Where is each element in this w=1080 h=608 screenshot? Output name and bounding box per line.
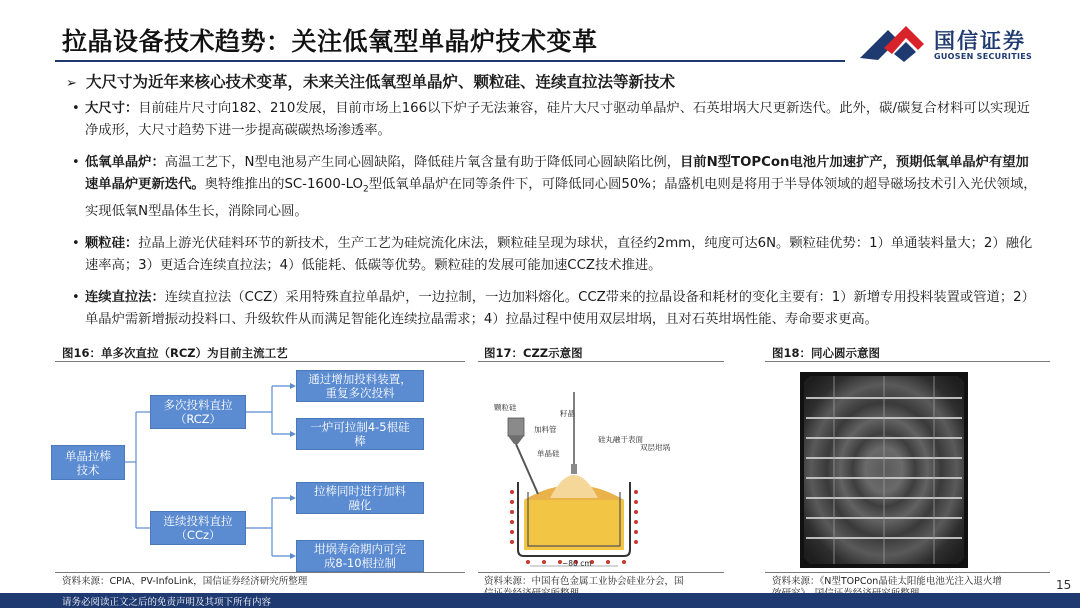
bullet-text: 型低氧单晶炉在同等条件下，可降低同心圆50%；晶盛机电则是将用于半导体领域的超导磁场技术引入光伏领域，实现低氧N型晶体生长，消除同心圆。 [85,177,1037,219]
fig16-ccz-box: 连续投料直拉 （CCz） [150,511,246,545]
label-monocrystal: 单晶硅 [537,449,560,458]
label-diameter: ~80 cm [562,559,592,568]
bullet-dot: • [72,235,80,251]
fig16-leaf-rods-per-furnace: 一炉可拉制4-5根硅 棒 [296,418,424,450]
bullet-label: 连续直拉法： [85,289,165,305]
fig17-bottom-rule [478,572,724,573]
footer-bar [0,593,1080,608]
fig16-leaf-crucible-life: 坩埚寿命期内可完 成8-10根拉制 [296,540,424,572]
label-melt-surface: 硅丸融于表面 [598,435,643,444]
logo-text-cn: 国信证券 [934,29,1026,53]
logo-text-en: GUOSEN SECURITIES [934,52,1033,61]
bullet-label: 低氧单晶炉： [85,155,165,170]
fig17-top-rule [478,361,724,362]
fig16-root-box: 单晶拉棒 技术 [51,445,125,480]
label-feed-tube: 加料管 [534,425,557,434]
label-seed-crystal: 籽晶 [560,409,575,418]
fig16-leaf-feed-while-pull: 拉棒同时进行加料 融化 [296,482,424,514]
bullet-label: 颗粒硅： [85,235,139,251]
bullet-text: 高温工艺下，N型电池易产生同心圆缺陷，降低硅片氧含量有助于降低同心圆缺陷比例， [164,155,681,170]
bullet-text: 奥特维推出的SC-1600-LO [204,177,364,192]
bullet-dot: • [72,101,80,116]
bullet-text: 目前硅片尺寸向182、210发展，目前市场上166以下炉子无法兼容，硅片大尺寸驱动单晶炉、石英坩埚大尺更新迭代。此外，碳/碳复合材料可以实现近净成形，大尺寸趋势下进一步提高碳碳热场渗透率。 [85,101,1030,138]
fig16-rcz-box: 多次投料直拉 （RCZ） [150,395,246,429]
page-number: 15 [1056,578,1072,592]
bullet-label: 大尺寸： [85,101,139,116]
fig17-caption: 图17：CZZ示意图 [484,346,583,360]
fig17-source-line1: 资料来源：中国有色金属工业协会硅业分会，国 [484,576,684,587]
fig16-leaf-repeat-feed: 通过增加投料装置， 重复多次投料 [296,370,424,402]
fig16-caption: 图16：单多次直拉（RCZ）为目前主流工艺 [62,346,288,360]
fig16-source: 资料来源：CPIA、PV-InfoLink，国信证券经济研究所整理 [62,576,308,587]
footer-disclaimer: 请务必阅读正文之后的免责声明及其项下所有内容 [62,597,272,608]
fig18-source-line1: 资料来源：《N型TOPCon晶硅太阳能电池光注入退火增 [772,576,1002,587]
fig18-bottom-rule [765,572,1050,573]
label-double-crucible: 双层坩埚 [640,443,670,452]
fig18-top-rule [765,361,1050,362]
label-granular-silicon: 颗粒硅 [494,403,517,412]
headline-text: 大尺寸为近年来核心技术变革，未来关注低氧型单晶炉、颗粒硅、连续直拉法等新技术 [86,73,676,91]
fig18-caption: 图18：同心圆示意图 [772,346,881,360]
bullet-subscript: 2 [363,184,369,195]
page-title: 拉晶设备技术趋势：关注低氧型单晶炉技术变革 [62,27,598,56]
fig16-bottom-rule [55,572,465,573]
bullet-emphasis: 目前N型TOPCon电池片加速扩产，预期低氧单晶炉有望加速单晶炉更新迭代。 [85,155,1029,192]
bullet-text: 拉晶上游光伏硅料环节的新技术，生产工艺为硅烷流化床法，颗粒硅呈现为球状，直径约2mm，纯度可达6N。颗粒硅优势：1）单通装料量大；2）融化速率高；3）更适合连续直拉法；4）低能耗、低碳等优势。颗粒硅的发展可能加速CCZ技术推进。 [85,235,1033,273]
bullet-dot: • [72,289,80,305]
bullet-dot: • [72,155,80,170]
arrow-bullet-icon: ➢ [66,76,77,91]
concentric-ring-wafer-image [800,372,968,568]
bullet-text: 连续直拉法（CCZ）采用特殊直拉单晶炉，一边拉制，一边加料熔化。CCZ带来的拉晶设备和耗材的变化主要有：1）新增专用投料装置或管道；2）单晶炉需新增振动投料口、升级软件从而满足智能化连续拉晶需求；4）拉晶过程中使用双层坩埚，且对石英坩埚性能、寿命要求更高。 [85,289,1035,327]
